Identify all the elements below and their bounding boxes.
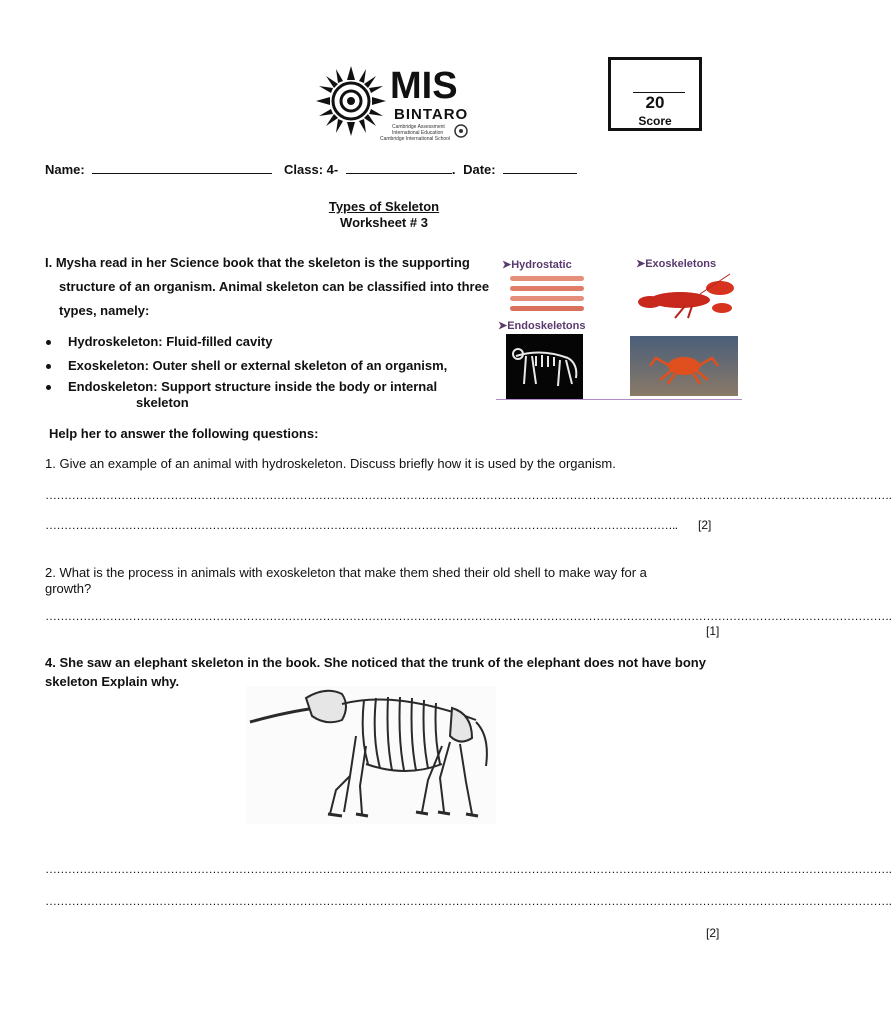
q4-marks: [2]: [706, 926, 720, 940]
intro-line-3: types, namely:: [59, 303, 150, 318]
question-4-line-2: skeleton Explain why.: [45, 674, 180, 689]
answer-line-q1-a[interactable]: …………………………………………………………………………………………………………………………………………………………………………………………………….: [45, 488, 891, 502]
hydrostatic-label: ➤Hydrostatic: [502, 259, 572, 271]
score-label: Score: [638, 114, 672, 128]
help-instruction: Help her to answer the following questions:: [49, 426, 319, 441]
cat-skeleton-image: [506, 334, 583, 400]
class-label: Class: 4-: [284, 162, 339, 177]
endoskeletons-label: ➤Endoskeletons: [498, 320, 586, 332]
skeleton-types-figure: [496, 252, 742, 402]
question-1: 1. Give an example of an animal with hydroskeleton. Discuss briefly how it is used by the organism.: [45, 456, 616, 471]
date-label: Date:: [463, 162, 496, 177]
answer-line-q4-a[interactable]: …………………………………………………………………………………………………………………………………………………………………………………………………….: [45, 862, 891, 876]
header-fields: Name: Class: 4- . Date:: [45, 162, 577, 177]
question-2-line-1: 2. What is the process in animals with exoskeleton that make them shed their old shell to make way for a: [45, 565, 647, 580]
figure-divider: [496, 399, 742, 400]
school-logo: [316, 64, 476, 144]
q2-marks: [1]: [706, 624, 720, 638]
intro-line-2: structure of an organism. Animal skeleton can be classified into three: [59, 279, 490, 294]
bullet-hydroskeleton: Hydroskeleton: Fluid-filled cavity: [68, 334, 273, 349]
question-2-line-2: growth?: [45, 581, 92, 596]
logo-title: MIS: [390, 65, 458, 107]
date-blank[interactable]: [503, 162, 577, 174]
answer-line-q1-b[interactable]: …………………………………………………………………………………………………………………………………………………..: [45, 518, 678, 532]
exoskeletons-label: ➤Exoskeletons: [636, 258, 717, 270]
lobster-image: [630, 272, 740, 322]
class-blank[interactable]: [346, 162, 452, 174]
answer-line-q2[interactable]: …………………………………………………………………………………………………………………………………………………………………………………………………….: [45, 609, 891, 623]
name-label: Name:: [45, 162, 85, 177]
crest-icon: [454, 124, 468, 138]
cambridge-badge: Cambridge Assessment International Education Cambridge International School: [380, 124, 451, 142]
bullet-dot: [46, 385, 51, 390]
name-blank[interactable]: [92, 162, 272, 174]
elephant-skeleton-image: [246, 686, 496, 824]
bullet-endoskeleton-cont: skeleton: [136, 395, 189, 410]
crab-image: [630, 336, 738, 396]
bullet-exoskeleton: Exoskeleton: Outer shell or external skeleton of an organism,: [68, 358, 448, 373]
answer-line-q4-b[interactable]: …………………………………………………………………………………………………………………………………………………………………………………………………….: [45, 894, 891, 908]
sun-emblem-icon: [316, 66, 386, 136]
q1-marks: [2]: [698, 518, 712, 532]
question-4-line-1: 4. She saw an elephant skeleton in the book. She noticed that the trunk of the elephant does not have bony: [45, 655, 706, 670]
score-box: [608, 57, 702, 131]
worksheet-number: Worksheet # 3: [340, 215, 428, 230]
page-title: Types of Skeleton: [328, 199, 440, 214]
intro-line-1: I. Mysha read in her Science book that the skeleton is the supporting: [45, 255, 470, 270]
bullet-endoskeleton: Endoskeleton: Support structure inside the body or internal: [68, 379, 438, 394]
bullet-dot: [46, 340, 51, 345]
score-total: 20: [645, 93, 665, 112]
bullet-dot: [46, 364, 51, 369]
logo-subtitle: BINTARO: [394, 106, 469, 123]
worm-image: [508, 274, 588, 316]
